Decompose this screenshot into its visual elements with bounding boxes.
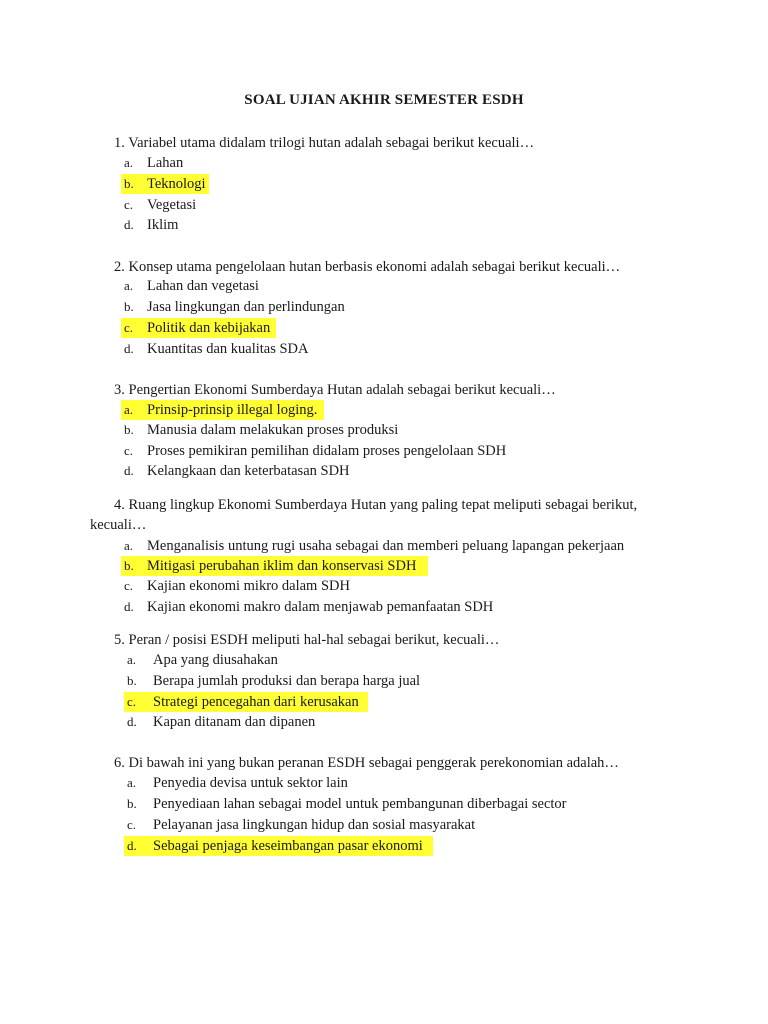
option-text: Kajian ekonomi makro dalam menjawab pemanfaatan SDH	[147, 599, 494, 615]
option-text: Kapan ditanam dan dipanen	[153, 714, 316, 730]
option-text: Politik dan kebijakan	[147, 320, 271, 336]
option-text: Teknologi	[147, 176, 206, 192]
option-text: Mitigasi perubahan iklim dan konservasi SDH	[147, 558, 417, 574]
question-text: 3. Pengertian Ekonomi Sumberdaya Hutan adalah sebagai berikut kecuali…	[114, 382, 556, 398]
option-letter: a.	[124, 155, 134, 170]
option-text: Strategi pencegahan dari kerusakan	[153, 694, 359, 710]
option-letter: c.	[127, 694, 137, 709]
option-b-highlighted	[121, 556, 428, 576]
option-letter: b.	[124, 422, 134, 437]
option-text: Manusia dalam melakukan proses produksi	[147, 422, 399, 438]
option-letter: c.	[124, 443, 134, 458]
option-letter: d.	[124, 217, 134, 232]
option-d-highlighted	[124, 836, 433, 856]
option-c-highlighted	[121, 318, 276, 338]
option-a-highlighted	[121, 400, 324, 420]
question-text: 6. Di bawah ini yang bukan peranan ESDH sebagai penggerak perekonomian adalah…	[114, 755, 619, 771]
option-letter: c.	[127, 817, 137, 832]
option-letter: d.	[127, 838, 137, 853]
option-letter: a.	[127, 775, 137, 790]
option-letter: a.	[124, 402, 134, 417]
option-text: Penyediaan lahan sebagai model untuk pembangunan diberbagai sector	[153, 796, 567, 812]
option-text: Apa yang diusahakan	[153, 652, 278, 668]
option-b-highlighted	[121, 174, 209, 194]
option-text: Kajian ekonomi mikro dalam SDH	[147, 578, 350, 594]
option-text: Pelayanan jasa lingkungan hidup dan sosial masyarakat	[153, 817, 476, 833]
option-text: Menganalisis untung rugi usaha sebagai dan memberi peluang lapangan pekerjaan	[147, 538, 625, 554]
option-text: Vegetasi	[147, 197, 197, 213]
option-letter: a.	[124, 278, 134, 293]
option-text: Prinsip-prinsip illegal loging.	[147, 402, 318, 418]
option-text: Proses pemikiran pemilihan didalam proses pengelolaan SDH	[147, 443, 507, 459]
option-letter: b.	[124, 176, 134, 191]
option-letter: a.	[124, 538, 134, 553]
option-letter: d.	[124, 599, 134, 614]
option-letter: a.	[127, 652, 137, 667]
question-text-continuation: kecuali…	[90, 517, 147, 533]
page-title: SOAL UJIAN AKHIR SEMESTER ESDH	[244, 92, 524, 108]
option-c-highlighted	[124, 692, 368, 712]
option-letter: d.	[127, 714, 137, 729]
option-text: Kuantitas dan kualitas SDA	[147, 341, 309, 357]
option-text: Lahan	[147, 155, 184, 171]
option-text: Berapa jumlah produksi dan berapa harga jual	[153, 673, 421, 689]
option-text: Sebagai penjaga keseimbangan pasar ekonomi	[153, 838, 423, 854]
question-text: 5. Peran / posisi ESDH meliputi hal-hal sebagai berikut, kecuali…	[114, 632, 500, 648]
option-letter: b.	[124, 558, 134, 573]
option-text: Kelangkaan dan keterbatasan SDH	[147, 463, 350, 479]
option-letter: d.	[124, 341, 134, 356]
option-text: Iklim	[147, 217, 179, 233]
question-text: 1. Variabel utama didalam trilogi hutan adalah sebagai berikut kecuali…	[114, 135, 535, 151]
option-letter: c.	[124, 320, 134, 335]
question-text: 2. Konsep utama pengelolaan hutan berbasis ekonomi adalah sebagai berikut kecuali…	[114, 259, 621, 275]
question-text: 4. Ruang lingkup Ekonomi Sumberdaya Hutan yang paling tepat meliputi sebagai berikut,	[114, 497, 638, 513]
option-letter: b.	[124, 299, 134, 314]
option-letter: b.	[127, 673, 137, 688]
option-text: Jasa lingkungan dan perlindungan	[147, 299, 345, 315]
option-text: Lahan dan vegetasi	[147, 278, 259, 294]
option-letter: d.	[124, 463, 134, 478]
option-text: Penyedia devisa untuk sektor lain	[153, 775, 348, 791]
option-letter: c.	[124, 578, 134, 593]
option-letter: c.	[124, 197, 134, 212]
option-letter: b.	[127, 796, 137, 811]
